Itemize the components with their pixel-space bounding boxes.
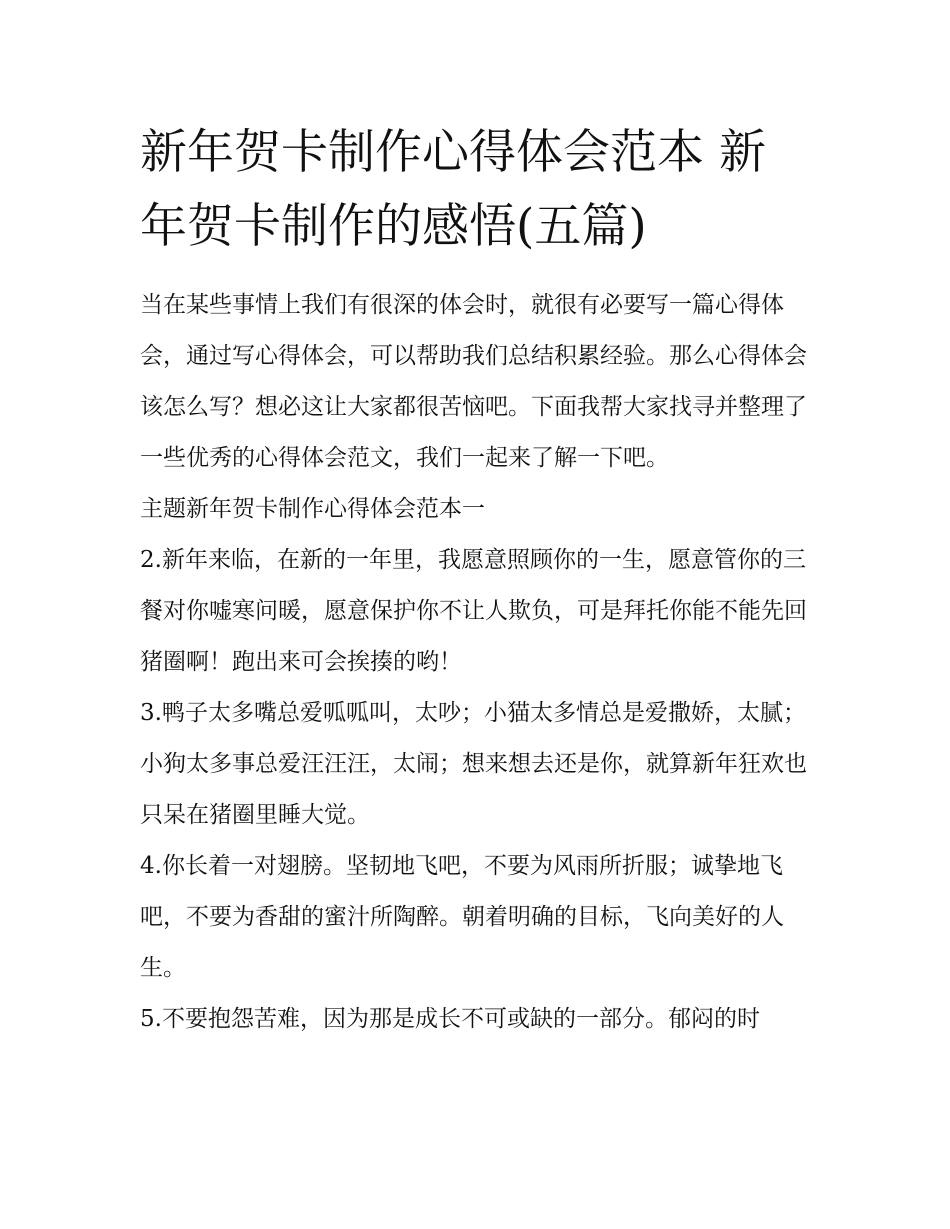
intro-paragraph: 当在某些事情上我们有很深的体会时，就很有必要写一篇心得体会，通过写心得体会，可以帮助我们总结积累经验。那么心得体会该怎么写？想必这让大家都很苦恼吧。下面我帮大家找寻并整理了一些优秀的心得体会范文，我们一起来了解一下吧。	[140, 292, 807, 471]
document-body	[140, 116, 812, 1045]
list-item: 2.新年来临，在新的一年里，我愿意照顾你的一生，愿意管你的三餐对你嘘寒问暖，愿意保护你不让人欺负，可是拜托你能不能先回猪圈啊！跑出来可会挨揍的哟！	[140, 547, 807, 675]
list-item: 4.你长着一对翅膀。坚韧地飞吧，不要为风雨所折服；诚挚地飞吧，不要为香甜的蜜汁所陶醉。朝着明确的目标，飞向美好的人生。	[140, 853, 784, 981]
section-heading: 主题新年贺卡制作心得体会范本一	[140, 496, 485, 522]
list-item: 3.鸭子太多嘴总爱呱呱叫，太吵；小猫太多情总是爱撒娇，太腻；小狗太多事总爱汪汪汪，太闹；想来想去还是你，就算新年狂欢也只呆在猪圈里睡大觉。	[140, 700, 807, 828]
list-item: 5.不要抱怨苦难，因为那是成长不可或缺的一部分。郁闷的时	[140, 1006, 760, 1032]
document-title: 新年贺卡制作心得体会范本 新年贺卡制作的感悟(五篇)	[140, 125, 766, 254]
